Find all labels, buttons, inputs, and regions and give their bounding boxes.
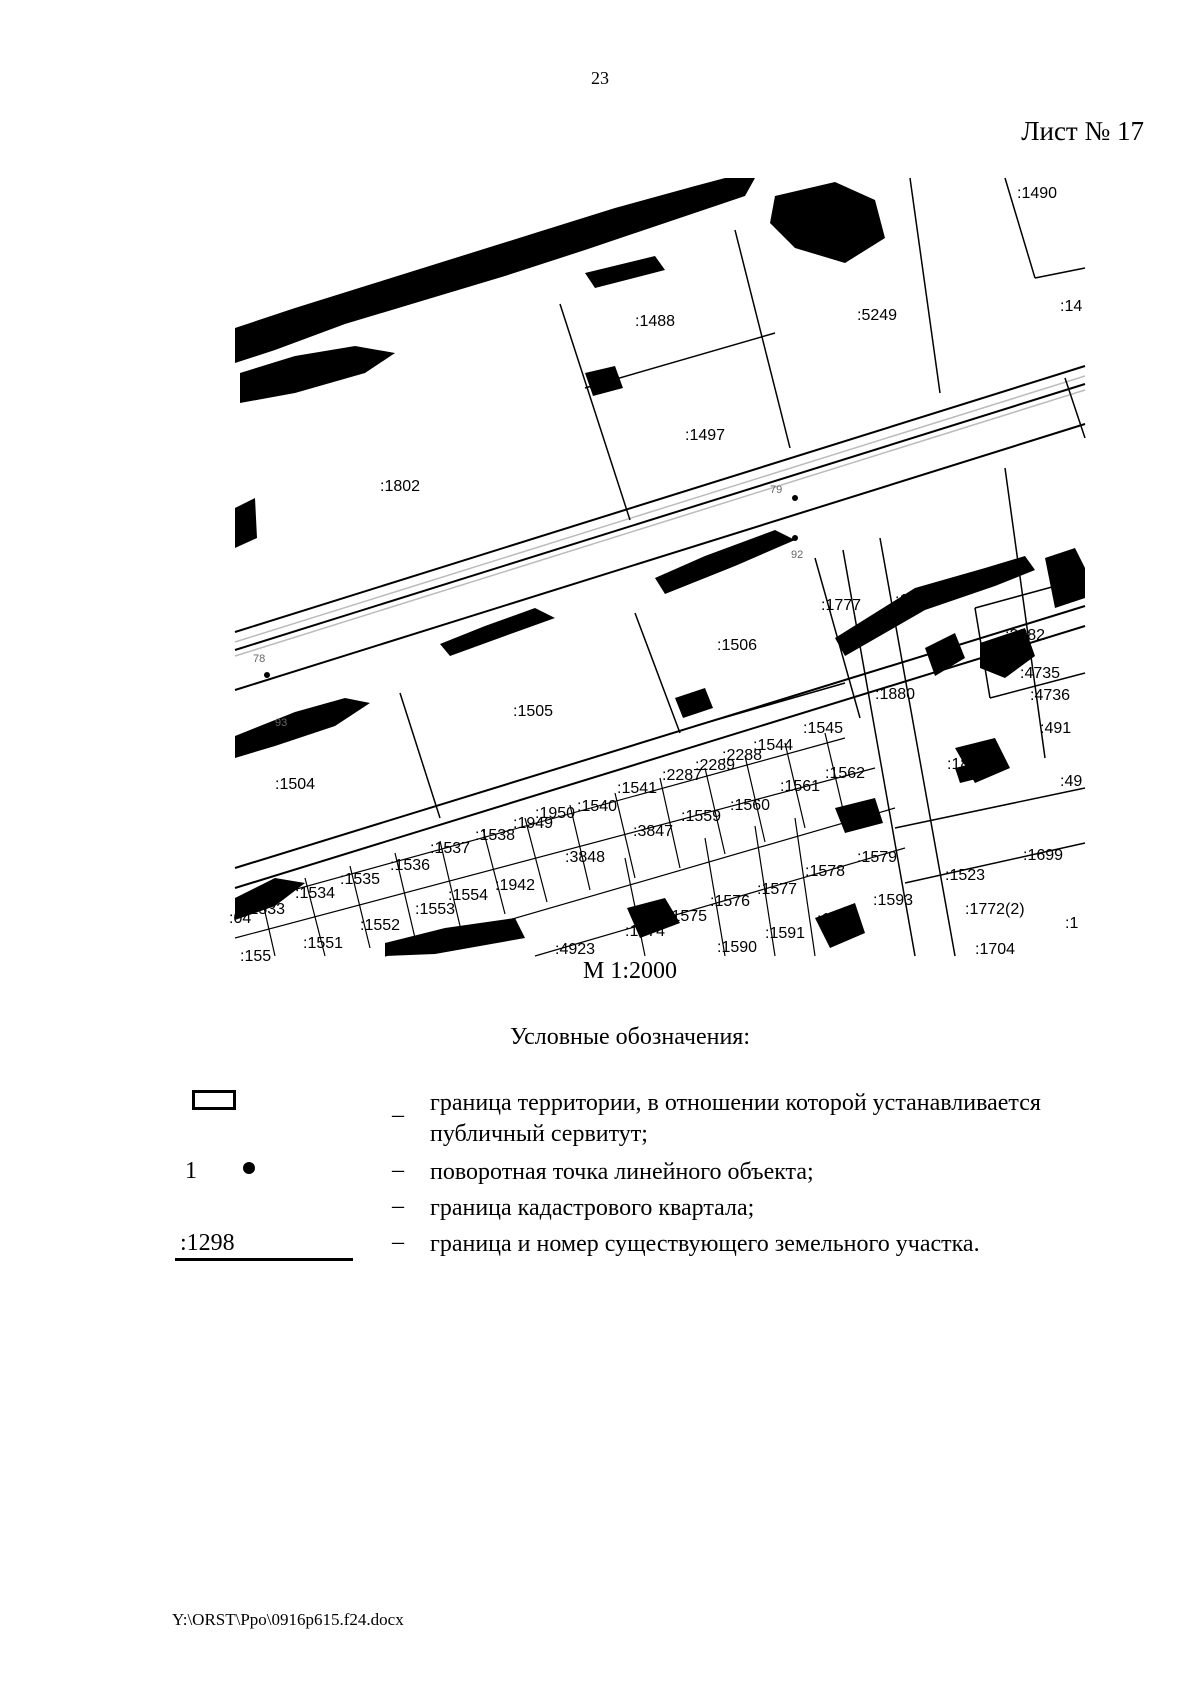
parcel-label: :1538 <box>475 827 516 844</box>
legend-point-number: 1 <box>185 1158 197 1184</box>
parcel-label: :1553 <box>415 901 456 918</box>
parcel-label: :1534 <box>295 885 336 902</box>
parcel-label: :1577 <box>757 881 798 898</box>
parcel-label: :1562 <box>825 765 866 782</box>
sheet-label: Лист № 17 <box>1021 116 1144 146</box>
legend-title: Условные обозначения: <box>509 1024 751 1050</box>
point-label: 79 <box>770 484 783 496</box>
parcel-label: :14 <box>1060 298 1083 315</box>
parcel-label: :491 <box>1040 720 1072 737</box>
parcel-label: :1560 <box>730 797 771 814</box>
file-path: Y:\ORST\Ppo\0916p615.f24.docx <box>172 1610 404 1629</box>
parcel-label: :1554 <box>448 887 489 904</box>
parcel-label: :5249 <box>857 307 898 324</box>
small-parcel-grid <box>235 733 905 956</box>
parcel-label: :1590 <box>717 939 758 956</box>
legend-text: поворотная точка линейного объекта; <box>430 1159 814 1185</box>
page-number: 23 <box>591 68 609 88</box>
parcel-label: :04 <box>229 910 252 927</box>
parcel-label: :1535 <box>340 871 381 888</box>
parcel-label: :1592 <box>817 911 858 928</box>
parcel-label: :1950 <box>535 805 576 822</box>
parcel-label: :1880 <box>875 686 916 703</box>
legend-parcel-number: :1298 <box>180 1230 235 1256</box>
parcel-label: :1507 <box>895 592 936 609</box>
parcel-label: :3847 <box>633 823 674 840</box>
parcel-label: :4736 <box>1030 687 1071 704</box>
parcel-label: :1593 <box>873 892 914 909</box>
parcel-label: :155 <box>240 948 272 965</box>
parcel-label: :4923 <box>555 941 596 958</box>
point-label: 92 <box>791 549 804 561</box>
parcel-label: :1777 <box>821 597 862 614</box>
parcel-label: :1575 <box>667 908 708 925</box>
parcel-label: :1552 <box>360 917 401 934</box>
parcel-label: :3848 <box>565 849 606 866</box>
parcel-label: :2288 <box>722 747 763 764</box>
parcel-label: :1949 <box>513 815 554 832</box>
parcel-label: :1533 <box>245 901 286 918</box>
legend-dash: – <box>392 1102 404 1128</box>
parcel-label: :1545 <box>803 720 844 737</box>
parcel-label: :1802 <box>380 478 421 495</box>
parcel-label: :1506 <box>717 637 758 654</box>
parcel-label: :1559 <box>681 808 722 825</box>
parcel-label: :1536 <box>390 857 431 874</box>
parcel-label: :2289 <box>695 757 736 774</box>
legend-dash: – <box>392 1193 404 1219</box>
parcel-label: :1 <box>1065 915 1079 932</box>
parcel-label: :1942 <box>495 877 536 894</box>
parcel-label: :1551 <box>303 935 344 952</box>
parcel-label: :1771 <box>838 803 879 820</box>
parcel-label: :1537 <box>430 840 471 857</box>
parcel-label: :4735 <box>1020 665 1061 682</box>
map-scale: М 1:2000 <box>582 958 677 984</box>
parcel-label: :1541 <box>617 780 658 797</box>
parcel-label: :1699 <box>1023 847 1064 864</box>
parcel-label: :1561 <box>780 778 821 795</box>
point-label: 78 <box>253 653 266 665</box>
point-label: 93 <box>275 717 288 729</box>
legend-dash: – <box>392 1157 404 1183</box>
cadastral-map <box>229 178 1085 965</box>
parcel-label: :1772(2) <box>965 901 1025 918</box>
parcel-label: :1591 <box>765 925 806 942</box>
parcel-label: :49 <box>1060 773 1083 790</box>
legend-text: граница и номер существующего земельного участка. <box>430 1231 980 1257</box>
legend-text: граница кадастрового квартала; <box>430 1195 755 1221</box>
parcel-label: :1540 <box>577 798 618 815</box>
parcel-label: :1490 <box>1017 185 1058 202</box>
parcel-label: :1704 <box>975 941 1016 958</box>
road-lines <box>235 366 1085 888</box>
parcel-label: :1574 <box>625 923 666 940</box>
parcel-label: :2882 <box>1005 627 1046 644</box>
parcel-label: :1488 <box>635 313 676 330</box>
parcel-label: :2287 <box>662 767 703 784</box>
parcel-label: :1497 <box>685 427 726 444</box>
parcel-label: :1504 <box>275 776 316 793</box>
parcel-label: :1523 <box>945 867 986 884</box>
parcel-label: :1505 <box>513 703 554 720</box>
parcel-label: :1576 <box>710 893 751 910</box>
legend-text: граница территории, в отношении которой устанавливается публичный сервитут; <box>430 1090 1041 1147</box>
parcel-label: :1544 <box>753 737 794 754</box>
legend-dash: – <box>392 1229 404 1255</box>
boundary-rectangle-icon <box>192 1090 236 1110</box>
point-labels <box>253 484 803 729</box>
turning-point-icon <box>243 1162 255 1174</box>
parcel-label: :1879 <box>947 756 988 773</box>
parcel-label: :1579 <box>857 849 898 866</box>
parcel-boundary-line-icon <box>175 1258 353 1261</box>
parcel-label: :1578 <box>805 863 846 880</box>
